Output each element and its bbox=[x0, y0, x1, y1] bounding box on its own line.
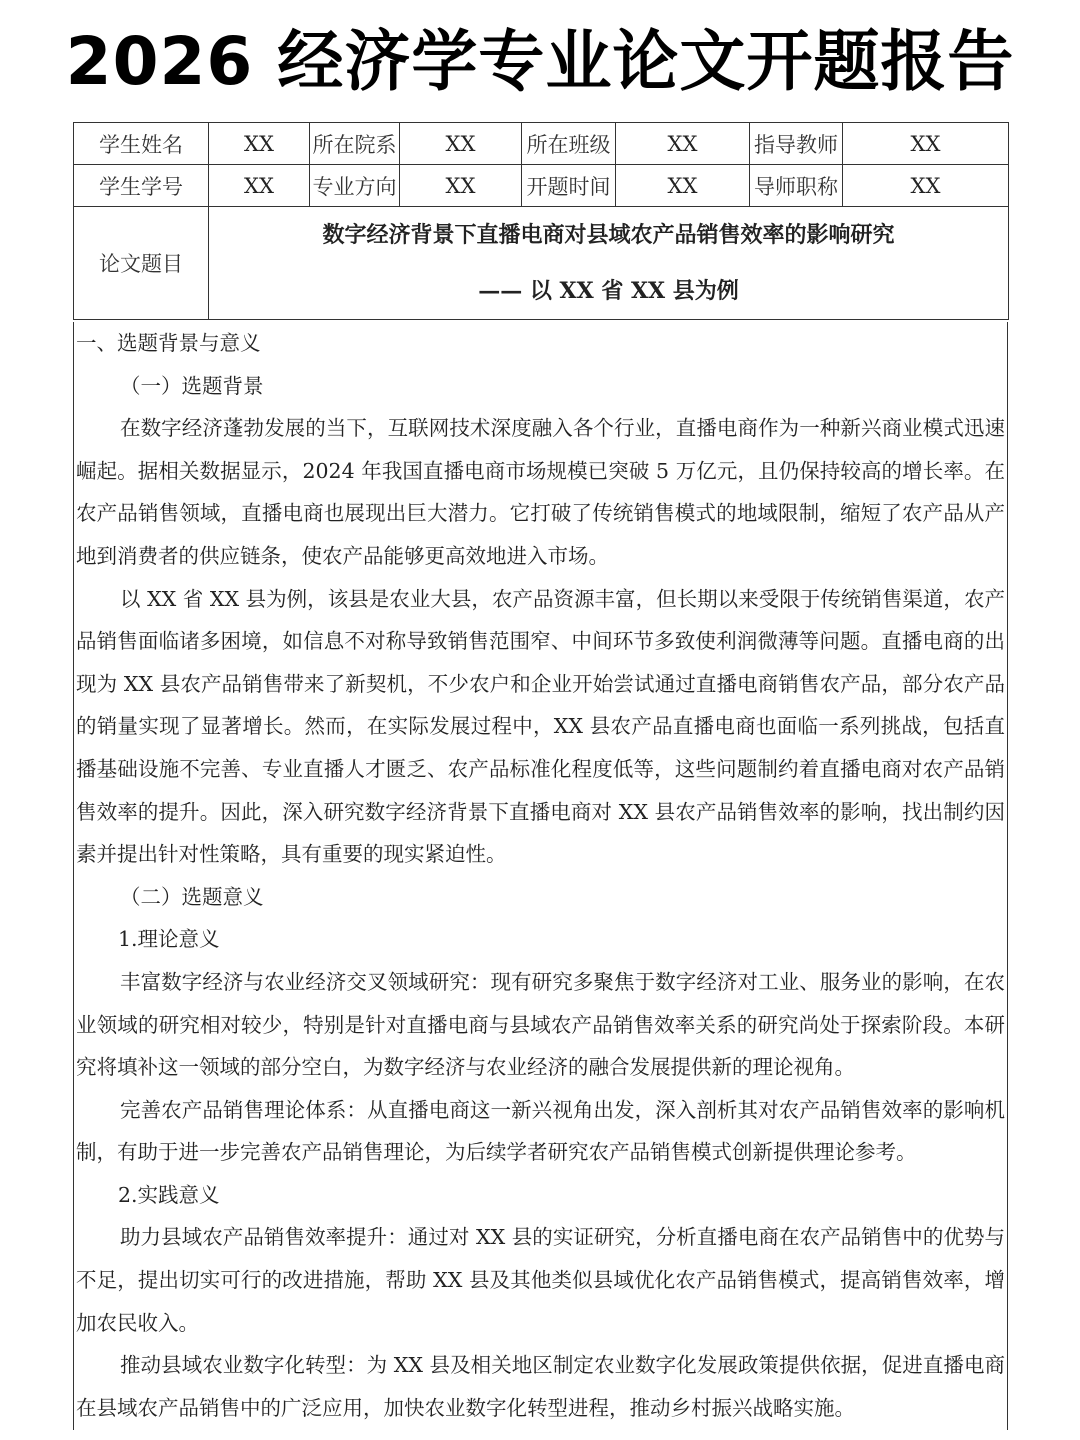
major-direction-value: XX bbox=[400, 165, 522, 207]
info-row-1 bbox=[74, 123, 1009, 165]
advisor-title-value: XX bbox=[843, 165, 1009, 207]
subsection-heading-background: （一）选题背景 bbox=[120, 373, 264, 398]
content-section bbox=[73, 322, 1008, 1430]
topic-label: 论文题目 bbox=[74, 207, 209, 320]
advisor-label: 指导教师 bbox=[750, 123, 843, 165]
class-label: 所在班级 bbox=[522, 123, 616, 165]
topic-title-line2: —— 以 XX 省 XX 县为例 bbox=[478, 278, 739, 304]
paragraph: 助力县域农产品销售效率提升：通过对 XX 县的实证研究，分析直播电商在农产品销售中的优势与不足，提出切实可行的改进措施，帮助 XX 县及其他类似县域优化农产品销售模式，提高销售效率，增加农民收入。 bbox=[76, 1225, 1005, 1335]
department-label: 所在院系 bbox=[310, 123, 400, 165]
paragraph: 丰富数字经济与农业经济交叉领域研究：现有研究多聚焦于数字经济对工业、服务业的影响，在农业领域的研究相对较少，特别是针对直播电商与县域农产品销售效率关系的研究尚处于探索阶段。本研究将填补这一领域的部分空白，为数字经济与农业经济的融合发展提供新的理论视角。 bbox=[76, 969, 1005, 1080]
section-heading: 一、选题背景与意义 bbox=[76, 331, 261, 355]
class-value: XX bbox=[616, 123, 750, 165]
paragraph: 推动县域农业数字化转型：为 XX 县及相关地区制定农业数字化发展政策提供依据，促进直播电商在县域农产品销售中的广泛应用，加快农业数字化转型进程，推动乡村振兴战略实施。 bbox=[76, 1353, 1005, 1420]
proposal-time-label: 开题时间 bbox=[522, 165, 616, 207]
topic-row bbox=[74, 207, 1009, 320]
subsection-heading-significance: （二）选题意义 bbox=[120, 884, 264, 909]
advisor-value: XX bbox=[843, 123, 1009, 165]
item-heading-theory: 1.理论意义 bbox=[118, 927, 220, 952]
paragraph: 在数字经济蓬勃发展的当下，互联网技术深度融入各个行业，直播电商作为一种新兴商业模式迅速崛起。据相关数据显示，2024 年我国直播电商市场规模已突破 5 万亿元，且仍保持较高的增长率。在农产品销售领域，直播电商也展现出巨大潜力。它打破了传统销售模式的地域限制，缩短了农产品从产地到消费者的供应链条，使农产品能够更高效地进入市场。 bbox=[76, 416, 1005, 568]
page-title: 2026 经济学专业论文开题报告 bbox=[65, 23, 1015, 100]
info-table bbox=[73, 122, 1009, 320]
student-name-label: 学生姓名 bbox=[74, 123, 209, 165]
student-name-value: XX bbox=[209, 123, 310, 165]
major-direction-label: 专业方向 bbox=[310, 165, 400, 207]
department-value: XX bbox=[400, 123, 522, 165]
item-heading-practice: 2.实践意义 bbox=[118, 1182, 220, 1207]
info-row-2 bbox=[74, 165, 1009, 207]
advisor-title-label: 导师职称 bbox=[750, 165, 843, 207]
topic-cell bbox=[209, 207, 1009, 320]
proposal-time-value: XX bbox=[616, 165, 750, 207]
paragraph: 完善农产品销售理论体系：从直播电商这一新兴视角出发，深入剖析其对农产品销售效率的影响机制，有助于进一步完善农产品销售理论，为后续学者研究农产品销售模式创新提供理论参考。 bbox=[76, 1097, 1005, 1165]
topic-title-line1: 数字经济背景下直播电商对县域农产品销售效率的影响研究 bbox=[322, 222, 895, 248]
student-id-label: 学生学号 bbox=[74, 165, 209, 207]
paragraph: 以 XX 省 XX 县为例，该县是农业大县，农产品资源丰富，但长期以来受限于传统销售渠道，农产品销售面临诸多困境，如信息不对称导致销售范围窄、中间环节多致使利润微薄等问题。直播电商的出现为 XX 县农产品销售带来了新契机，不少农户和企业开始尝试通过直播电商销售农产品，部分农产品的销量实现了显著增长。然而，在实际发展过程中，XX 县农产品直播电商也面临一系列挑战，包括直播基础设施不完善、专业直播人才匮乏、农产品标准化程度低等，这些问题制约着直播电商对农产品销售效率的提升。因此，深入研究数字经济背景下直播电商对 XX 县农产品销售效率的影响，找出制约因素并提出针对性策略，具有重要的现实紧迫性。 bbox=[76, 586, 1005, 867]
student-id-value: XX bbox=[209, 165, 310, 207]
